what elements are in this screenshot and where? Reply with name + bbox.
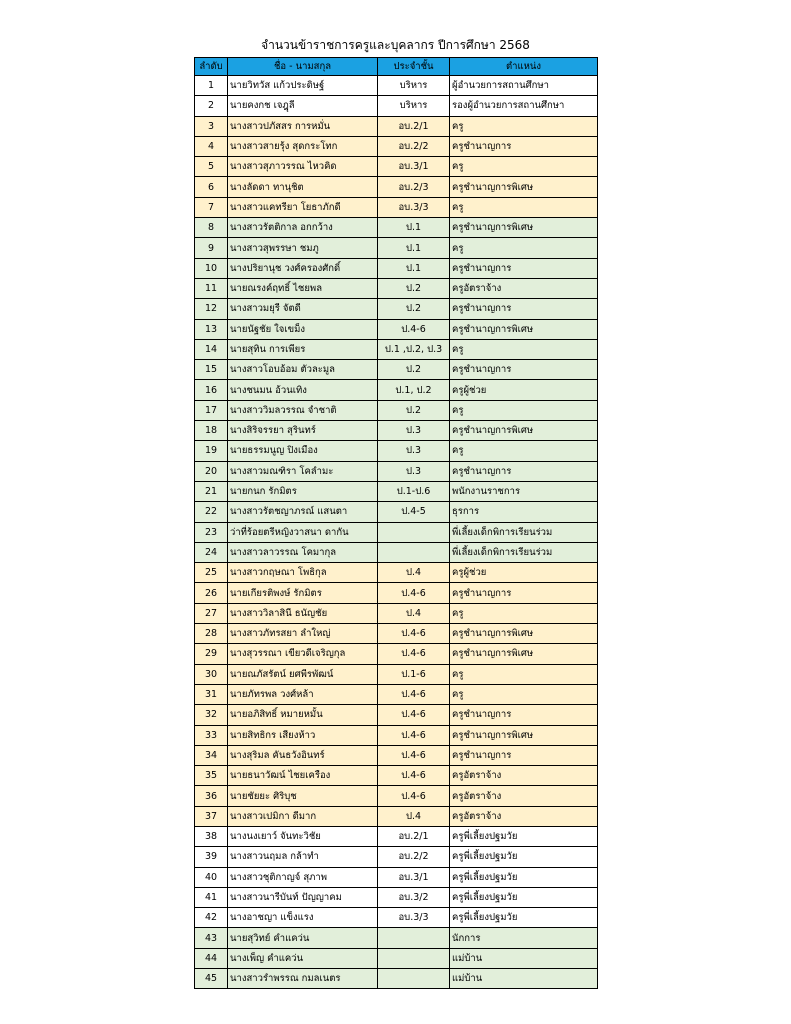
table-row [195,502,598,522]
cell-name: นางสาวรำพรรณ กมลเนตร [228,969,378,989]
cell-class: อบ.3/1 [378,867,450,887]
cell-order: 30 [195,664,228,684]
page-title: จำนวนข้าราชการครูและบุคลากร ปีการศึกษา 2568 [261,38,530,52]
cell-class: ป.1, ป.2 [378,380,450,400]
cell-name: นายนัฐชัย ใจเขม็ง [228,319,378,339]
table-row [195,218,598,238]
cell-name: นางสุวรรณา เขียวดีเจริญกุล [228,644,378,664]
cell-class: ป.4 [378,603,450,623]
cell-order: 4 [195,136,228,156]
cell-name: นางสาวปภัสสร การหมั่น [228,116,378,136]
table-row [195,299,598,319]
table-row [195,684,598,704]
cell-order: 1 [195,76,228,96]
cell-class: ป.4-6 [378,624,450,644]
table-row [195,624,598,644]
table-row [195,948,598,968]
cell-name: นางสาวโอบอ้อม ตัวละมูล [228,360,378,380]
cell-class: ป.4-6 [378,684,450,704]
cell-class [378,522,450,542]
cell-name: นายวิทวัส แก้วประดิษฐ์ [228,76,378,96]
table-row [195,826,598,846]
cell-position: ครูชำนาญการพิเศษ [450,319,598,339]
cell-order: 45 [195,969,228,989]
cell-order: 7 [195,197,228,217]
cell-position: ครูชำนาญการ [450,299,598,319]
cell-order: 42 [195,908,228,928]
table-row [195,96,598,116]
cell-position: ครูพี่เลี้ยงปฐมวัย [450,887,598,907]
cell-name: นางสาวรัตติกาล อกกว้าง [228,218,378,238]
cell-name: นางสาวชุติกาญจ์ สุภาพ [228,867,378,887]
table-row [195,847,598,867]
cell-position: ครูพี่เลี้ยงปฐมวัย [450,908,598,928]
cell-position: ครูชำนาญการพิเศษ [450,624,598,644]
cell-order: 38 [195,826,228,846]
cell-position: ครูชำนาญการพิเศษ [450,725,598,745]
cell-name: นายคงกช เจฎุลี [228,96,378,116]
table-row [195,745,598,765]
cell-position: รองผู้อำนวยการสถานศึกษา [450,96,598,116]
table-row [195,766,598,786]
cell-name: นางสาวมณฑิรา โคลำมะ [228,461,378,481]
table-row [195,76,598,96]
table-body [195,76,598,989]
table-row [195,319,598,339]
cell-class: ป.1 [378,238,450,258]
cell-class [378,542,450,562]
cell-position: ธุรการ [450,502,598,522]
table-row [195,542,598,562]
cell-class: ป.3 [378,441,450,461]
cell-position: ครู [450,238,598,258]
cell-order: 27 [195,603,228,623]
cell-position: ครูพี่เลี้ยงปฐมวัย [450,867,598,887]
cell-position: นักการ [450,928,598,948]
cell-class [378,928,450,948]
cell-order: 44 [195,948,228,968]
cell-name: นางสาวนฤมล กล้าทำ [228,847,378,867]
table-row [195,177,598,197]
cell-class: ป.2 [378,400,450,420]
cell-name: นางสาวเปมิกา ดีมาก [228,806,378,826]
cell-position: ครูอัตราจ้าง [450,766,598,786]
cell-class: อบ.3/2 [378,887,450,907]
table-row [195,928,598,948]
cell-position: ครู [450,116,598,136]
table-row [195,725,598,745]
cell-class: ป.4-6 [378,644,450,664]
table-row [195,116,598,136]
cell-class: ป.4-5 [378,502,450,522]
cell-order: 22 [195,502,228,522]
cell-name: นายธนาวัฒน์ ไชยเครือง [228,766,378,786]
cell-name: นายณรงค์ฤทธิ์ ไชยพล [228,278,378,298]
cell-order: 18 [195,421,228,441]
cell-order: 10 [195,258,228,278]
cell-position: ผู้อำนวยการสถานศึกษา [450,76,598,96]
cell-order: 29 [195,644,228,664]
cell-name: นางสาวแคทรียา โยธาภักดี [228,197,378,217]
cell-position: ครูชำนาญการพิเศษ [450,421,598,441]
cell-order: 16 [195,380,228,400]
cell-class: ป.2 [378,299,450,319]
cell-position: ครู [450,400,598,420]
cell-position: ครูพี่เลี้ยงปฐมวัย [450,826,598,846]
cell-class: อบ.3/3 [378,908,450,928]
cell-name: นางสาวภัทรสยา ลำใหญ่ [228,624,378,644]
cell-order: 3 [195,116,228,136]
cell-position: พี่เลี้ยงเด็กพิการเรียนร่วม [450,542,598,562]
cell-order: 9 [195,238,228,258]
cell-name: นางปริยานุช วงศ์ครองศักดิ์ [228,258,378,278]
cell-class: ป.2 [378,278,450,298]
cell-name: นายชัยยะ ศิริบุช [228,786,378,806]
cell-position: ครูชำนาญการ [450,745,598,765]
cell-class: ป.1 [378,218,450,238]
cell-position: ครูชำนาญการพิเศษ [450,644,598,664]
cell-position: ครู [450,339,598,359]
cell-class: ป.4-6 [378,745,450,765]
cell-class: ป.4-6 [378,766,450,786]
cell-class: ป.2 [378,360,450,380]
cell-class: อบ.3/3 [378,197,450,217]
cell-name: นายสิทธิกร เสียงห้าว [228,725,378,745]
cell-position: ครูพี่เลี้ยงปฐมวัย [450,847,598,867]
cell-name: นางลัดดา ทานุชิต [228,177,378,197]
cell-name: นางสาวสุพรรษา ชมภู [228,238,378,258]
cell-name: ว่าที่ร้อยตรีหญิงวาสนา ดากัน [228,522,378,542]
table-row [195,522,598,542]
table-row [195,806,598,826]
cell-name: นางสาววิลาสินี ธนัญชัย [228,603,378,623]
cell-order: 28 [195,624,228,644]
cell-order: 12 [195,299,228,319]
cell-order: 31 [195,684,228,704]
header-name: ชื่อ - นามสกุล [228,58,378,76]
table-row [195,238,598,258]
cell-order: 14 [195,339,228,359]
cell-class: ป.4-6 [378,705,450,725]
cell-position: ครู [450,441,598,461]
cell-position: ครูชำนาญการ [450,705,598,725]
cell-name: นายสุทิน การเพียร [228,339,378,359]
cell-position: ครูอัตราจ้าง [450,278,598,298]
cell-name: นางสาวสายรุ้ง สุดกระโทก [228,136,378,156]
cell-order: 43 [195,928,228,948]
table-row [195,705,598,725]
cell-class: บริหาร [378,96,450,116]
cell-position: พนักงานราชการ [450,481,598,501]
cell-class: ป.4 [378,563,450,583]
cell-class: ป.4-6 [378,786,450,806]
cell-order: 34 [195,745,228,765]
table-row [195,887,598,907]
cell-name: นางสาวลาวรรณ โคมากุล [228,542,378,562]
table-row [195,339,598,359]
cell-position: ครูอัตราจ้าง [450,806,598,826]
cell-name: นางเพ็ญ คำแคว่น [228,948,378,968]
cell-position: ครูชำนาญการพิเศษ [450,218,598,238]
table-row [195,136,598,156]
cell-position: ครู [450,684,598,704]
cell-class: ป.4 [378,806,450,826]
cell-class: อบ.3/1 [378,157,450,177]
cell-order: 8 [195,218,228,238]
cell-order: 35 [195,766,228,786]
cell-order: 21 [195,481,228,501]
cell-position: แม่บ้าน [450,948,598,968]
table-header-row [195,58,598,76]
cell-order: 19 [195,441,228,461]
table-row [195,461,598,481]
cell-class: ป.1-6 [378,664,450,684]
cell-order: 41 [195,887,228,907]
cell-class: ป.4-6 [378,319,450,339]
cell-order: 24 [195,542,228,562]
cell-class: ป.3 [378,421,450,441]
table-row [195,278,598,298]
cell-order: 33 [195,725,228,745]
cell-class: อบ.2/2 [378,136,450,156]
cell-position: ครูชำนาญการ [450,258,598,278]
cell-position: ครู [450,197,598,217]
cell-name: นางสาวกฤษณา โพธิกุล [228,563,378,583]
cell-order: 15 [195,360,228,380]
cell-position: ครูผู้ช่วย [450,563,598,583]
cell-class: ป.1 ,ป.2, ป.3 [378,339,450,359]
cell-order: 25 [195,563,228,583]
cell-class [378,948,450,968]
cell-name: นางนงเยาว์ จันทะวิชัย [228,826,378,846]
table-row [195,867,598,887]
table-row [195,908,598,928]
cell-order: 20 [195,461,228,481]
cell-class: อบ.2/1 [378,826,450,846]
table-row [195,664,598,684]
cell-name: นายธรรมนูญ ปิงเมือง [228,441,378,461]
cell-order: 13 [195,319,228,339]
cell-class [378,969,450,989]
table-row [195,441,598,461]
table-row [195,583,598,603]
cell-name: นายภัทรพล วงศ์หล้า [228,684,378,704]
cell-order: 6 [195,177,228,197]
table-row [195,644,598,664]
table-row [195,603,598,623]
cell-class: ป.1-ป.6 [378,481,450,501]
cell-class: อบ.2/3 [378,177,450,197]
cell-name: นางสุริมล คันธวังอินทร์ [228,745,378,765]
cell-name: นางสิริจรรยา สุรินทร์ [228,421,378,441]
header-class: ประจำชั้น [378,58,450,76]
cell-order: 40 [195,867,228,887]
cell-name: นายกนก รักมิตร [228,481,378,501]
cell-class: ป.3 [378,461,450,481]
table-row [195,380,598,400]
cell-order: 39 [195,847,228,867]
header-position: ตำแหน่ง [450,58,598,76]
staff-table [194,57,598,989]
cell-name: นางสาววิมลวรรณ จำชาติ [228,400,378,420]
table-row [195,421,598,441]
table-row [195,969,598,989]
cell-order: 11 [195,278,228,298]
cell-name: นางสาวรัตชญาภรณ์ แสนตา [228,502,378,522]
cell-position: ครู [450,664,598,684]
cell-position: ครูผู้ช่วย [450,380,598,400]
table-row [195,157,598,177]
table-row [195,563,598,583]
cell-position: พี่เลี้ยงเด็กพิการเรียนร่วม [450,522,598,542]
cell-position: ครูชำนาญการพิเศษ [450,177,598,197]
cell-class: ป.1 [378,258,450,278]
cell-order: 2 [195,96,228,116]
cell-position: ครูอัตราจ้าง [450,786,598,806]
cell-position: แม่บ้าน [450,969,598,989]
header-order: ลำดับ [195,58,228,76]
cell-position: ครูชำนาญการ [450,136,598,156]
cell-position: ครูชำนาญการ [450,461,598,481]
cell-name: นางสาวสุภาวรรณ ไหวคิด [228,157,378,177]
cell-order: 23 [195,522,228,542]
cell-order: 36 [195,786,228,806]
table-row [195,786,598,806]
cell-name: นายอภิสิทธิ์ หมายหมั้น [228,705,378,725]
cell-position: ครู [450,603,598,623]
cell-name: นางสาวนารีบันท์ ปัญญาคม [228,887,378,907]
cell-order: 5 [195,157,228,177]
cell-position: ครูชำนาญการ [450,360,598,380]
cell-order: 26 [195,583,228,603]
cell-name: นายสุวิทย์ คำแคว่น [228,928,378,948]
cell-position: ครู [450,157,598,177]
table-row [195,400,598,420]
cell-order: 37 [195,806,228,826]
cell-order: 32 [195,705,228,725]
cell-name: นายณภัสรัตน์ ยศพีรพัฒน์ [228,664,378,684]
cell-order: 17 [195,400,228,420]
cell-class: อบ.2/2 [378,847,450,867]
cell-class: บริหาร [378,76,450,96]
cell-class: ป.4-6 [378,583,450,603]
cell-name: นายเกียรติพงษ์ รักมิตร [228,583,378,603]
cell-name: นางชนมน อ้วนเทิง [228,380,378,400]
table-row [195,481,598,501]
cell-class: ป.4-6 [378,725,450,745]
cell-position: ครูชำนาญการ [450,583,598,603]
cell-class: อบ.2/1 [378,116,450,136]
table-row [195,258,598,278]
cell-name: นางอาชญา แข็งแรง [228,908,378,928]
table-row [195,360,598,380]
cell-name: นางสาวมยุรี จัตดี [228,299,378,319]
table-row [195,197,598,217]
